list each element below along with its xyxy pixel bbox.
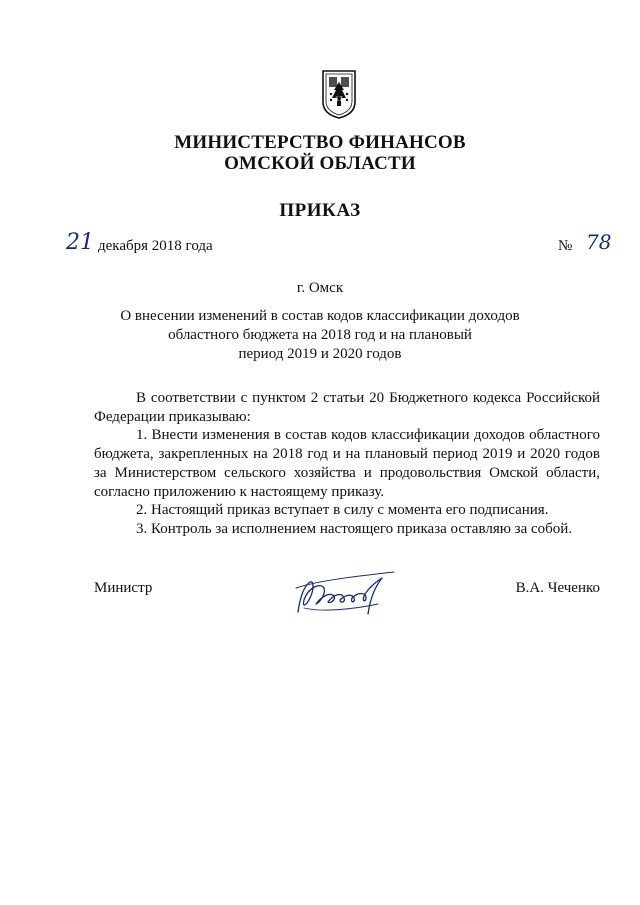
subject-line: период 2019 и 2020 годов	[238, 346, 402, 362]
body-item-1: 1. Внести изменения в состав кодов классификации доходов областного бюджета, закрепленных на 2018 год и на плановый период 2019 и 2020 годов за Министерством сельского хозяйства и продовольствия Омской области, согласно приложению к настоящему приказу.	[94, 427, 600, 500]
signatory-name: В.А. Чеченко	[515, 580, 600, 596]
city: г. Омск	[296, 280, 344, 296]
date-month-year: декабря 2018 года	[98, 238, 213, 254]
date-day-handwritten: 21	[66, 230, 94, 255]
body-item-3: 3. Контроль за исполнением настоящего приказа оставляю за собой.	[136, 520, 573, 537]
svg-text:17: 17	[335, 96, 343, 103]
handwritten-signature-icon	[290, 568, 400, 620]
date-number-row	[66, 230, 612, 258]
signatory-title: Министр	[94, 580, 153, 596]
org-name-line2: ОМСКОЙ ОБЛАСТИ	[224, 153, 416, 174]
subject-line: О внесении изменений в состав кодов классификации доходов	[120, 308, 520, 324]
body-item-2: 2. Настоящий приказ вступает в силу с момента его подписания.	[136, 502, 549, 519]
body-intro: В соответствии с пунктом 2 статьи 20 Бюджетного кодекса Российской Федерации приказываю:	[94, 390, 600, 425]
subject-line: областного бюджета на 2018 год и на плановый	[168, 327, 472, 343]
document-type: ПРИКАЗ	[279, 200, 361, 221]
org-name-line1: МИНИСТЕРСТВО ФИНАНСОВ	[174, 132, 466, 153]
number-label: №	[558, 238, 573, 254]
document-body	[94, 389, 600, 539]
omsk-coat-of-arms-icon	[320, 68, 358, 120]
signature-block	[94, 572, 600, 622]
number-value-handwritten: 78	[586, 230, 612, 254]
document-subject	[0, 307, 640, 364]
